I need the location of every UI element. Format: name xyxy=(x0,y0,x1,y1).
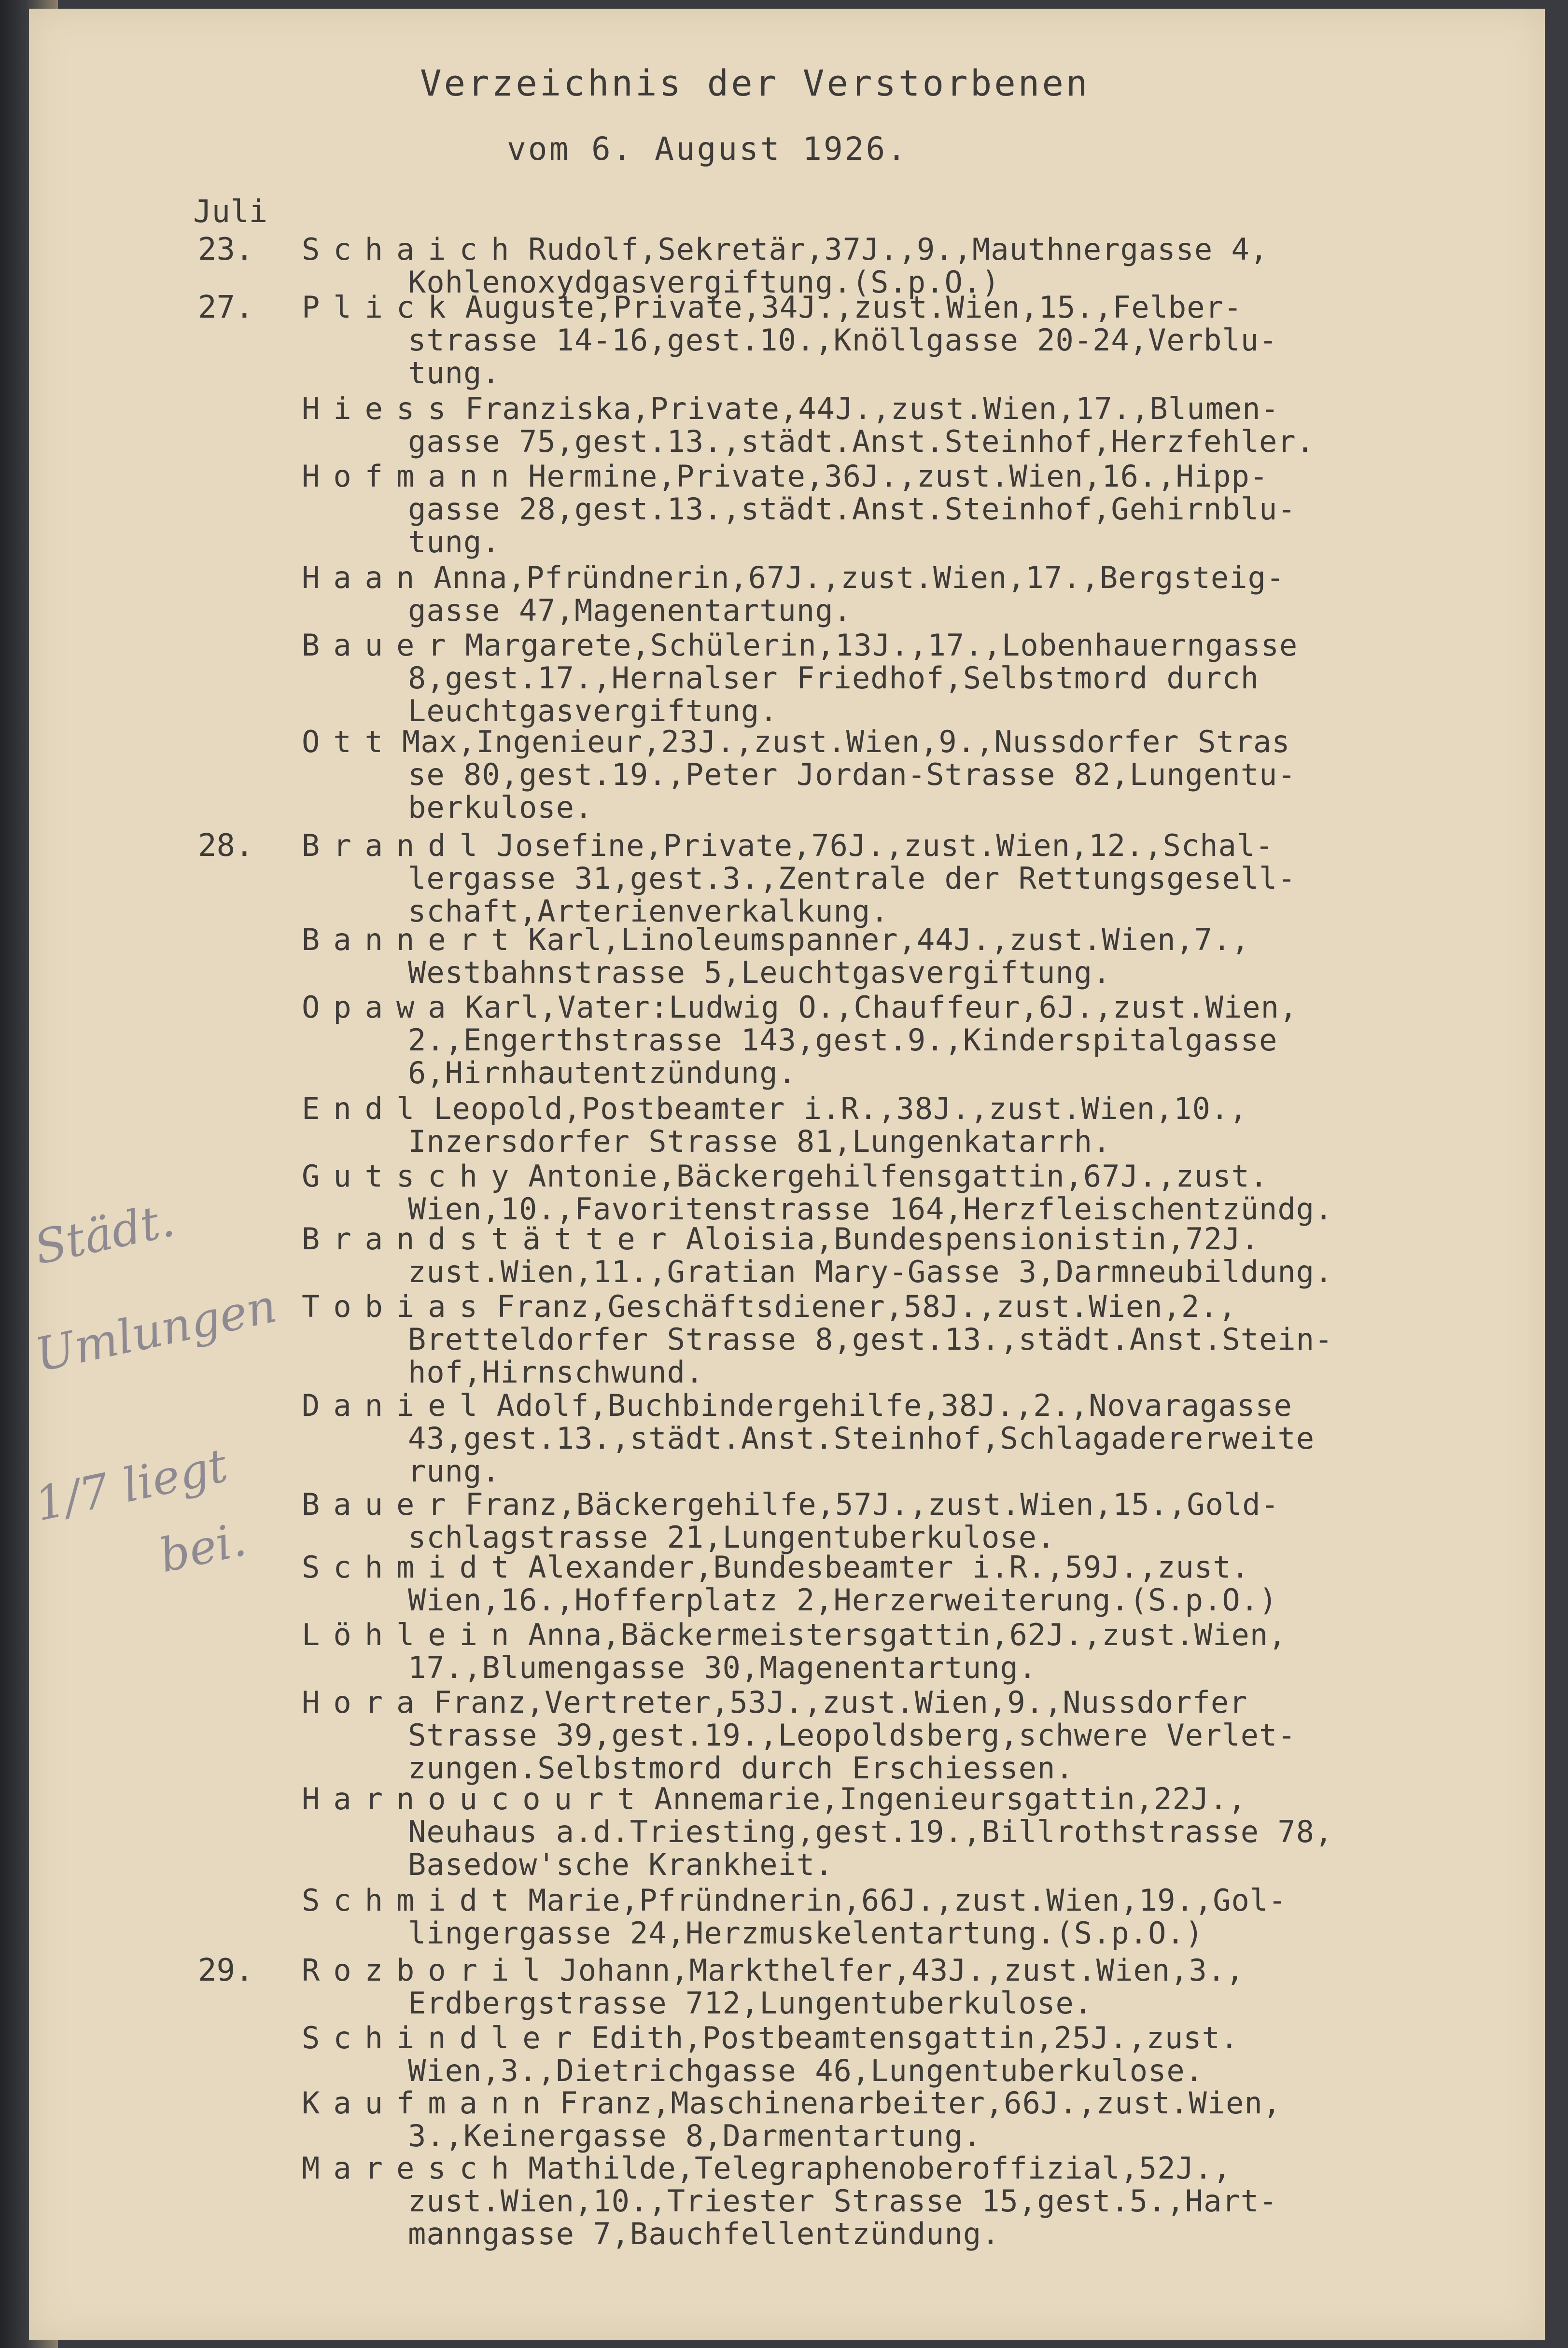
entry-surname: Bannert xyxy=(302,922,523,957)
entry-surname: Schmidt xyxy=(302,1883,523,1918)
entry-continuation: 3.,Keinergasse 8,Darmentartung. xyxy=(408,2118,982,2153)
entry-continuation: rung. xyxy=(408,1454,501,1489)
page-title: Verzeichnis der Verstorbenen xyxy=(420,63,1090,104)
entry-continuation: 17.,Blumengasse 30,Magenentartung. xyxy=(408,1650,1037,1685)
entry-continuation: gasse 75,gest.13.,städt.Anst.Steinhof,Herzfehler. xyxy=(408,424,1315,459)
entry-details: Karl,Linoleumspanner,44J.,zust.Wien,7., xyxy=(528,922,1250,957)
entry-details: Anna,Pfründnerin,67J.,zust.Wien,17.,Bergsteig- xyxy=(434,560,1285,595)
entry-continuation: 8,gest.17.,Hernalser Friedhof,Selbstmord durch xyxy=(408,660,1260,696)
entry-surname: Brandstätter xyxy=(302,1221,680,1257)
entry-continuation: schlagstrasse 21,Lungentuberkulose. xyxy=(408,1520,1056,1555)
entry-continuation: Wien,3.,Dietrichgasse 46,Lungentuberkulose. xyxy=(408,2053,1204,2088)
entry-continuation: tung. xyxy=(408,524,501,559)
entry-details: Leopold,Postbeamter i.R.,38J.,zust.Wien,10., xyxy=(434,1091,1248,1126)
entry-continuation: Leuchtgasvergiftung. xyxy=(408,693,778,728)
entry-continuation: Erdbergstrasse 712,Lungentuberkulose. xyxy=(408,1985,1093,2021)
entry-surname: Schmidt xyxy=(302,1550,523,1585)
month-label: Juli xyxy=(193,194,268,230)
entry-surname: Schindler xyxy=(302,2020,586,2055)
margin-note: 1/7 liegt xyxy=(30,1438,232,1532)
entry-surname: Bauer xyxy=(302,628,460,663)
entry-details: Franz,Maschinenarbeiter,66J.,zust.Wien, xyxy=(560,2085,1282,2121)
entry-details: Auguste,Private,34J.,zust.Wien,15.,Felber- xyxy=(465,290,1243,325)
entry-continuation: strasse 14-16,gest.10.,Knöllgasse 20-24,Verblu- xyxy=(408,322,1278,358)
entry-surname: Endl xyxy=(302,1091,428,1126)
entry-continuation: Inzersdorfer Strasse 81,Lungenkatarrh. xyxy=(408,1124,1111,1159)
entry-continuation: schaft,Arterienverkalkung. xyxy=(408,894,889,929)
entry-continuation: Bretteldorfer Strasse 8,gest.13.,städt.Anst.Stein- xyxy=(408,1322,1333,1357)
entry-continuation: zungen.Selbstmord durch Erschiessen. xyxy=(408,1750,1074,1786)
entry-details: Marie,Pfründnerin,66J.,zust.Wien,19.,Gol- xyxy=(528,1883,1287,1918)
entry-continuation: gasse 28,gest.13.,städt.Anst.Steinhof,Gehirnblu- xyxy=(408,491,1296,527)
entry-continuation: manngasse 7,Bauchfellentzündung. xyxy=(408,2216,1000,2251)
entry-continuation: berkulose. xyxy=(408,790,593,825)
entry-surname: Hiess xyxy=(302,391,460,426)
entry-details: Josefine,Private,76J.,zust.Wien,12.,Schal- xyxy=(496,828,1274,863)
entry-continuation: Wien,16.,Hofferplatz 2,Herzerweiterung.(S.p.O.) xyxy=(408,1582,1278,1618)
entry-continuation: Wien,10.,Favoritenstrasse 164,Herzfleischentzündg. xyxy=(408,1191,1333,1227)
entry-surname: Bauer xyxy=(302,1487,460,1522)
entry-surname: Ott xyxy=(302,724,396,759)
entry-surname: Daniel xyxy=(302,1388,491,1423)
entry-continuation: Strasse 39,gest.19.,Leopoldsberg,schwere Verlet- xyxy=(408,1718,1296,1753)
entry-surname: Harnoucourt xyxy=(302,1781,649,1817)
entry-details: Adolf,Buchbindergehilfe,38J.,2.,Novaragasse xyxy=(496,1388,1292,1423)
entry-continuation: Kohlenoxydgasvergiftung.(S.p.O.) xyxy=(408,265,1000,300)
entry-surname: Opawa xyxy=(302,990,460,1025)
margin-note: Umlungen xyxy=(30,1278,281,1383)
margin-note: bei. xyxy=(154,1512,251,1583)
entry-details: Franz,Vertreter,53J.,zust.Wien,9.,Nussdorfer xyxy=(434,1685,1248,1720)
entry-continuation: 6,Hirnhautentzündung. xyxy=(408,1055,797,1090)
entry-details: Franz,Geschäftsdiener,58J.,zust.Wien,2., xyxy=(496,1289,1237,1324)
entry-continuation: se 80,gest.19.,Peter Jordan-Strasse 82,Lungentu- xyxy=(408,757,1296,792)
entry-continuation: Westbahnstrasse 5,Leuchtgasvergiftung. xyxy=(408,955,1111,990)
entry-details: Margarete,Schülerin,13J.,17.,Lobenhauerngasse xyxy=(465,628,1298,663)
day-label-29: 29. xyxy=(198,1953,254,1988)
entry-surname: Kaufmann xyxy=(302,2085,554,2121)
entry-continuation: gasse 47,Magenentartung. xyxy=(408,593,852,628)
entry-surname: Löhlein xyxy=(302,1617,523,1652)
entry-surname: Brandl xyxy=(302,828,491,863)
entry-details: Anna,Bäckermeistersgattin,62J.,zust.Wien, xyxy=(528,1617,1287,1652)
entry-details: Antonie,Bäckergehilfensgattin,67J.,zust. xyxy=(528,1159,1269,1194)
entry-surname: Plick xyxy=(302,290,460,325)
entry-details: Aloisia,Bundespensionistin,72J. xyxy=(686,1221,1260,1257)
entry-details: Johann,Markthelfer,43J.,zust.Wien,3., xyxy=(560,1953,1245,1988)
entry-surname: Hora xyxy=(302,1685,428,1720)
entry-details: Max,Ingenieur,23J.,zust.Wien,9.,Nussdorfer Stras xyxy=(402,724,1290,759)
entry-continuation: Basedow'sche Krankheit. xyxy=(408,1847,834,1882)
entry-surname: Gutschy xyxy=(302,1159,523,1194)
entry-surname: Hofmann xyxy=(302,459,523,494)
entry-details: Karl,Vater:Ludwig O.,Chauffeur,6J.,zust.Wien, xyxy=(465,990,1298,1025)
entry-details: Edith,Postbeamtensgattin,25J.,zust. xyxy=(591,2020,1239,2055)
entry-surname: Maresch xyxy=(302,2151,523,2186)
entry-details: Franziska,Private,44J.,zust.Wien,17.,Blumen- xyxy=(465,391,1279,426)
entry-details: Alexander,Bundesbeamter i.R.,59J.,zust. xyxy=(528,1550,1250,1585)
entry-continuation: zust.Wien,10.,Triester Strasse 15,gest.5.,Hart- xyxy=(408,2183,1278,2219)
entry-surname: Haan xyxy=(302,560,428,595)
entry-continuation: Neuhaus a.d.Triesting,gest.19.,Billrothstrasse 78, xyxy=(408,1814,1333,1849)
entry-continuation: tung. xyxy=(408,355,501,391)
page-subtitle: vom 6. August 1926. xyxy=(507,130,908,168)
entry-continuation: lingergasse 24,Herzmuskelentartung.(S.p.O.) xyxy=(408,1915,1204,1951)
entry-details: Annemarie,Ingenieursgattin,22J., xyxy=(654,1781,1246,1817)
entry-continuation: hof,Hirnschwund. xyxy=(408,1355,704,1390)
entry-surname: Schaich xyxy=(302,232,523,267)
day-label-28: 28. xyxy=(198,828,254,864)
margin-note: Städt. xyxy=(29,1192,179,1275)
entry-continuation: zust.Wien,11.,Gratian Mary-Gasse 3,Darmneubildung. xyxy=(408,1254,1333,1289)
entry-continuation: 43,gest.13.,städt.Anst.Steinhof,Schlagadererweite xyxy=(408,1421,1315,1456)
entry-details: Mathilde,Telegraphenoberoffizial,52J., xyxy=(528,2151,1232,2186)
entry-continuation: lergasse 31,gest.3.,Zentrale der Rettungsgesell- xyxy=(408,861,1296,896)
day-label-27: 27. xyxy=(198,290,254,325)
entry-surname: Rozboril xyxy=(302,1953,554,1988)
entry-details: Hermine,Private,36J.,zust.Wien,16.,Hipp- xyxy=(528,459,1269,494)
entry-details: Rudolf,Sekretär,37J.,9.,Mauthnergasse 4, xyxy=(528,232,1269,267)
entry-continuation: 2.,Engerthstrasse 143,gest.9.,Kinderspitalgasse xyxy=(408,1022,1278,1058)
day-label-23: 23. xyxy=(198,232,254,267)
entry-details: Franz,Bäckergehilfe,57J.,zust.Wien,15.,Gold- xyxy=(465,1487,1279,1522)
entry-surname: Tobias xyxy=(302,1289,491,1324)
